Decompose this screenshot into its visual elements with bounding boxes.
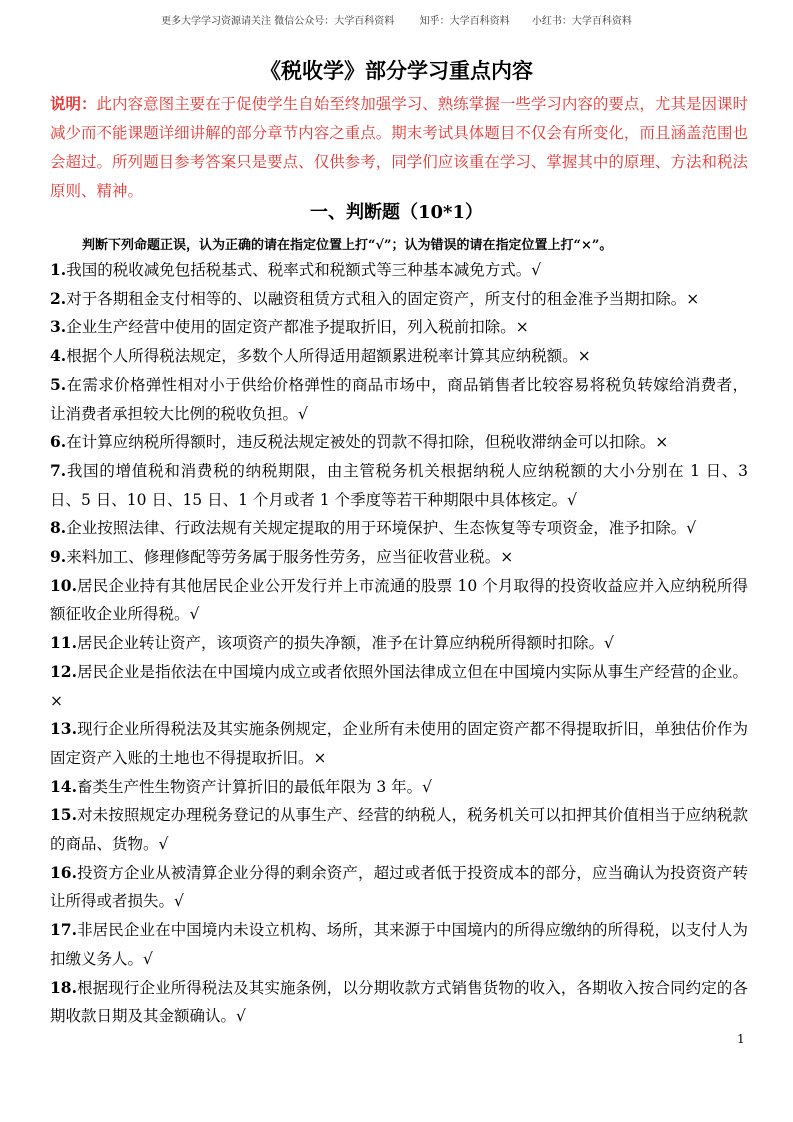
question-item xyxy=(50,658,748,715)
question-number: 1. xyxy=(50,260,67,279)
question-number: 13. xyxy=(50,719,77,739)
question-text: 畜类生产性生物资产计算折旧的最低年限为 3 年。√ xyxy=(76,777,433,796)
question-number: 6. xyxy=(50,432,67,452)
question-item xyxy=(50,974,748,1031)
question-number: 7. xyxy=(50,460,67,480)
question-number: 5. xyxy=(50,374,67,394)
question-text: 投资方企业从被清算企业分得的剩余资产，超过或者低于投资成本的部分，应当确认为投资资产转让所得或者损失。√ xyxy=(50,863,748,911)
question-number: 12. xyxy=(50,661,77,681)
instruction: 判断下列命题正误，认为正确的请在指定位置上打“√”；认为错误的请在指定位置上打“×”。 xyxy=(82,238,613,253)
question-text: 根据个人所得税法规定，多数个人所得适用超额累进税率计算其应纳税额。× xyxy=(66,347,591,366)
question-item xyxy=(50,572,748,629)
question-number: 16. xyxy=(50,862,77,882)
question-item xyxy=(50,916,748,973)
document-title: 《税收学》部分学习重点内容 xyxy=(260,58,533,83)
question-item xyxy=(50,629,748,658)
question-text: 我国的税收减免包括税基式、税率式和税额式等三种基本减免方式。√ xyxy=(66,261,542,279)
question-item xyxy=(50,342,748,371)
question-item xyxy=(50,457,748,514)
question-text: 居民企业转让资产，该项资产的损失净额，准予在计算应纳税所得额时扣除。√ xyxy=(76,634,614,653)
question-number: 15. xyxy=(50,805,77,825)
question-text: 对未按照规定办理税务登记的从事生产、经营的纳税人，税务机关可以扣押其价值相当于应纳税款的商品、货物。√ xyxy=(50,806,748,854)
page-header: 更多大学学习资源请关注 微信公众号：大学百科资料 知乎：大学百科资料 小红书：大学百科资料 xyxy=(161,16,632,27)
question-item xyxy=(50,371,748,428)
note-label: 说明： xyxy=(50,94,97,113)
question-text: 在计算应纳税所得额时，违反税法规定被处的罚款不得扣除，但税收滞纳金可以扣除。× xyxy=(66,433,669,452)
question-text: 来料加工、修理修配等劳务属于服务性劳务，应当征收营业税。× xyxy=(66,548,514,567)
question-item xyxy=(50,313,748,342)
question-number: 2. xyxy=(50,288,67,308)
question-text: 企业按照法律、行政法规有关规定提取的用于环境保护、生态恢复等专项资金，准予扣除。√ xyxy=(66,519,697,538)
question-number: 17. xyxy=(50,920,77,940)
question-item xyxy=(50,801,748,858)
question-text: 根据现行企业所得税法及其实施条例，以分期收款方式销售货物的收入，各期收入按合同约定的各期收款日期及其金额确认。√ xyxy=(50,978,748,1026)
question-text: 非居民企业在中国境内未设立机构、场所，其来源于中国境内的所得应缴纳的所得税，以支付人为扣缴义务人。√ xyxy=(50,921,748,968)
question-text: 现行企业所得税法及其实施条例规定，企业所有未使用的固定资产都不得提取折旧，单独估价作为固定资产入账的土地也不得提取折旧。× xyxy=(50,720,748,767)
section-title: 一、判断题（10*1） xyxy=(310,202,483,223)
question-text: 居民企业持有其他居民企业公开发行并上市流通的股票 10 个月取得的投资收益应并入应纳税所得额征收企业所得税。√ xyxy=(50,576,748,624)
question-item xyxy=(50,256,748,285)
question-number: 9. xyxy=(50,547,67,567)
question-number: 14. xyxy=(50,776,77,796)
note-text: 此内容意图主要在于促使学生自始至终加强学习、熟练掌握一些学习内容的要点，尤其是因课时减少而不能课题详细讲解的部分章节内容之重点。期末考试具体题目不仅会有所变化，而且涵盖范围也会超过。所列题目参考答案只是要点、仅供参考，同学们应该重在学习、掌握其中的原理、方法和税法原则、精神。 xyxy=(50,95,748,200)
explanation-note xyxy=(50,89,748,206)
question-text: 居民企业是指依法在中国境内成立或者依照外国法律成立但在中国境内实际从事生产经营的企业。× xyxy=(50,662,748,710)
question-list xyxy=(50,256,748,1031)
question-text: 我国的增值税和消费税的纳税期限，由主管税务机关根据纳税人应纳税额的大小分别在 1 日、3 日、5 日、10 日、15 日、1 个月或者 1 个季度等若干种期限中具体核定。√ xyxy=(50,461,748,509)
question-number: 10. xyxy=(50,575,77,595)
question-text: 在需求价格弹性相对小于供给价格弹性的商品市场中，商品销售者比较容易将税负转嫁给消费者，让消费者承担较大比例的税收负担。√ xyxy=(50,375,748,423)
question-text: 对于各期租金支付相等的、以融资租赁方式租入的固定资产，所支付的租金准予当期扣除。× xyxy=(66,289,700,308)
question-number: 11. xyxy=(50,633,77,653)
question-item xyxy=(50,859,748,916)
question-item xyxy=(50,773,748,802)
question-item xyxy=(50,428,748,457)
question-item xyxy=(50,715,748,772)
question-number: 3. xyxy=(50,317,67,337)
question-item xyxy=(50,285,748,314)
question-item xyxy=(50,543,748,572)
question-number: 18. xyxy=(50,977,77,997)
question-number: 4. xyxy=(50,346,67,366)
question-number: 8. xyxy=(50,518,67,538)
page-number: 1 xyxy=(737,1032,745,1046)
question-item xyxy=(50,514,748,543)
question-text: 企业生产经营中使用的固定资产都准予提取折旧，列入税前扣除。× xyxy=(66,318,529,337)
